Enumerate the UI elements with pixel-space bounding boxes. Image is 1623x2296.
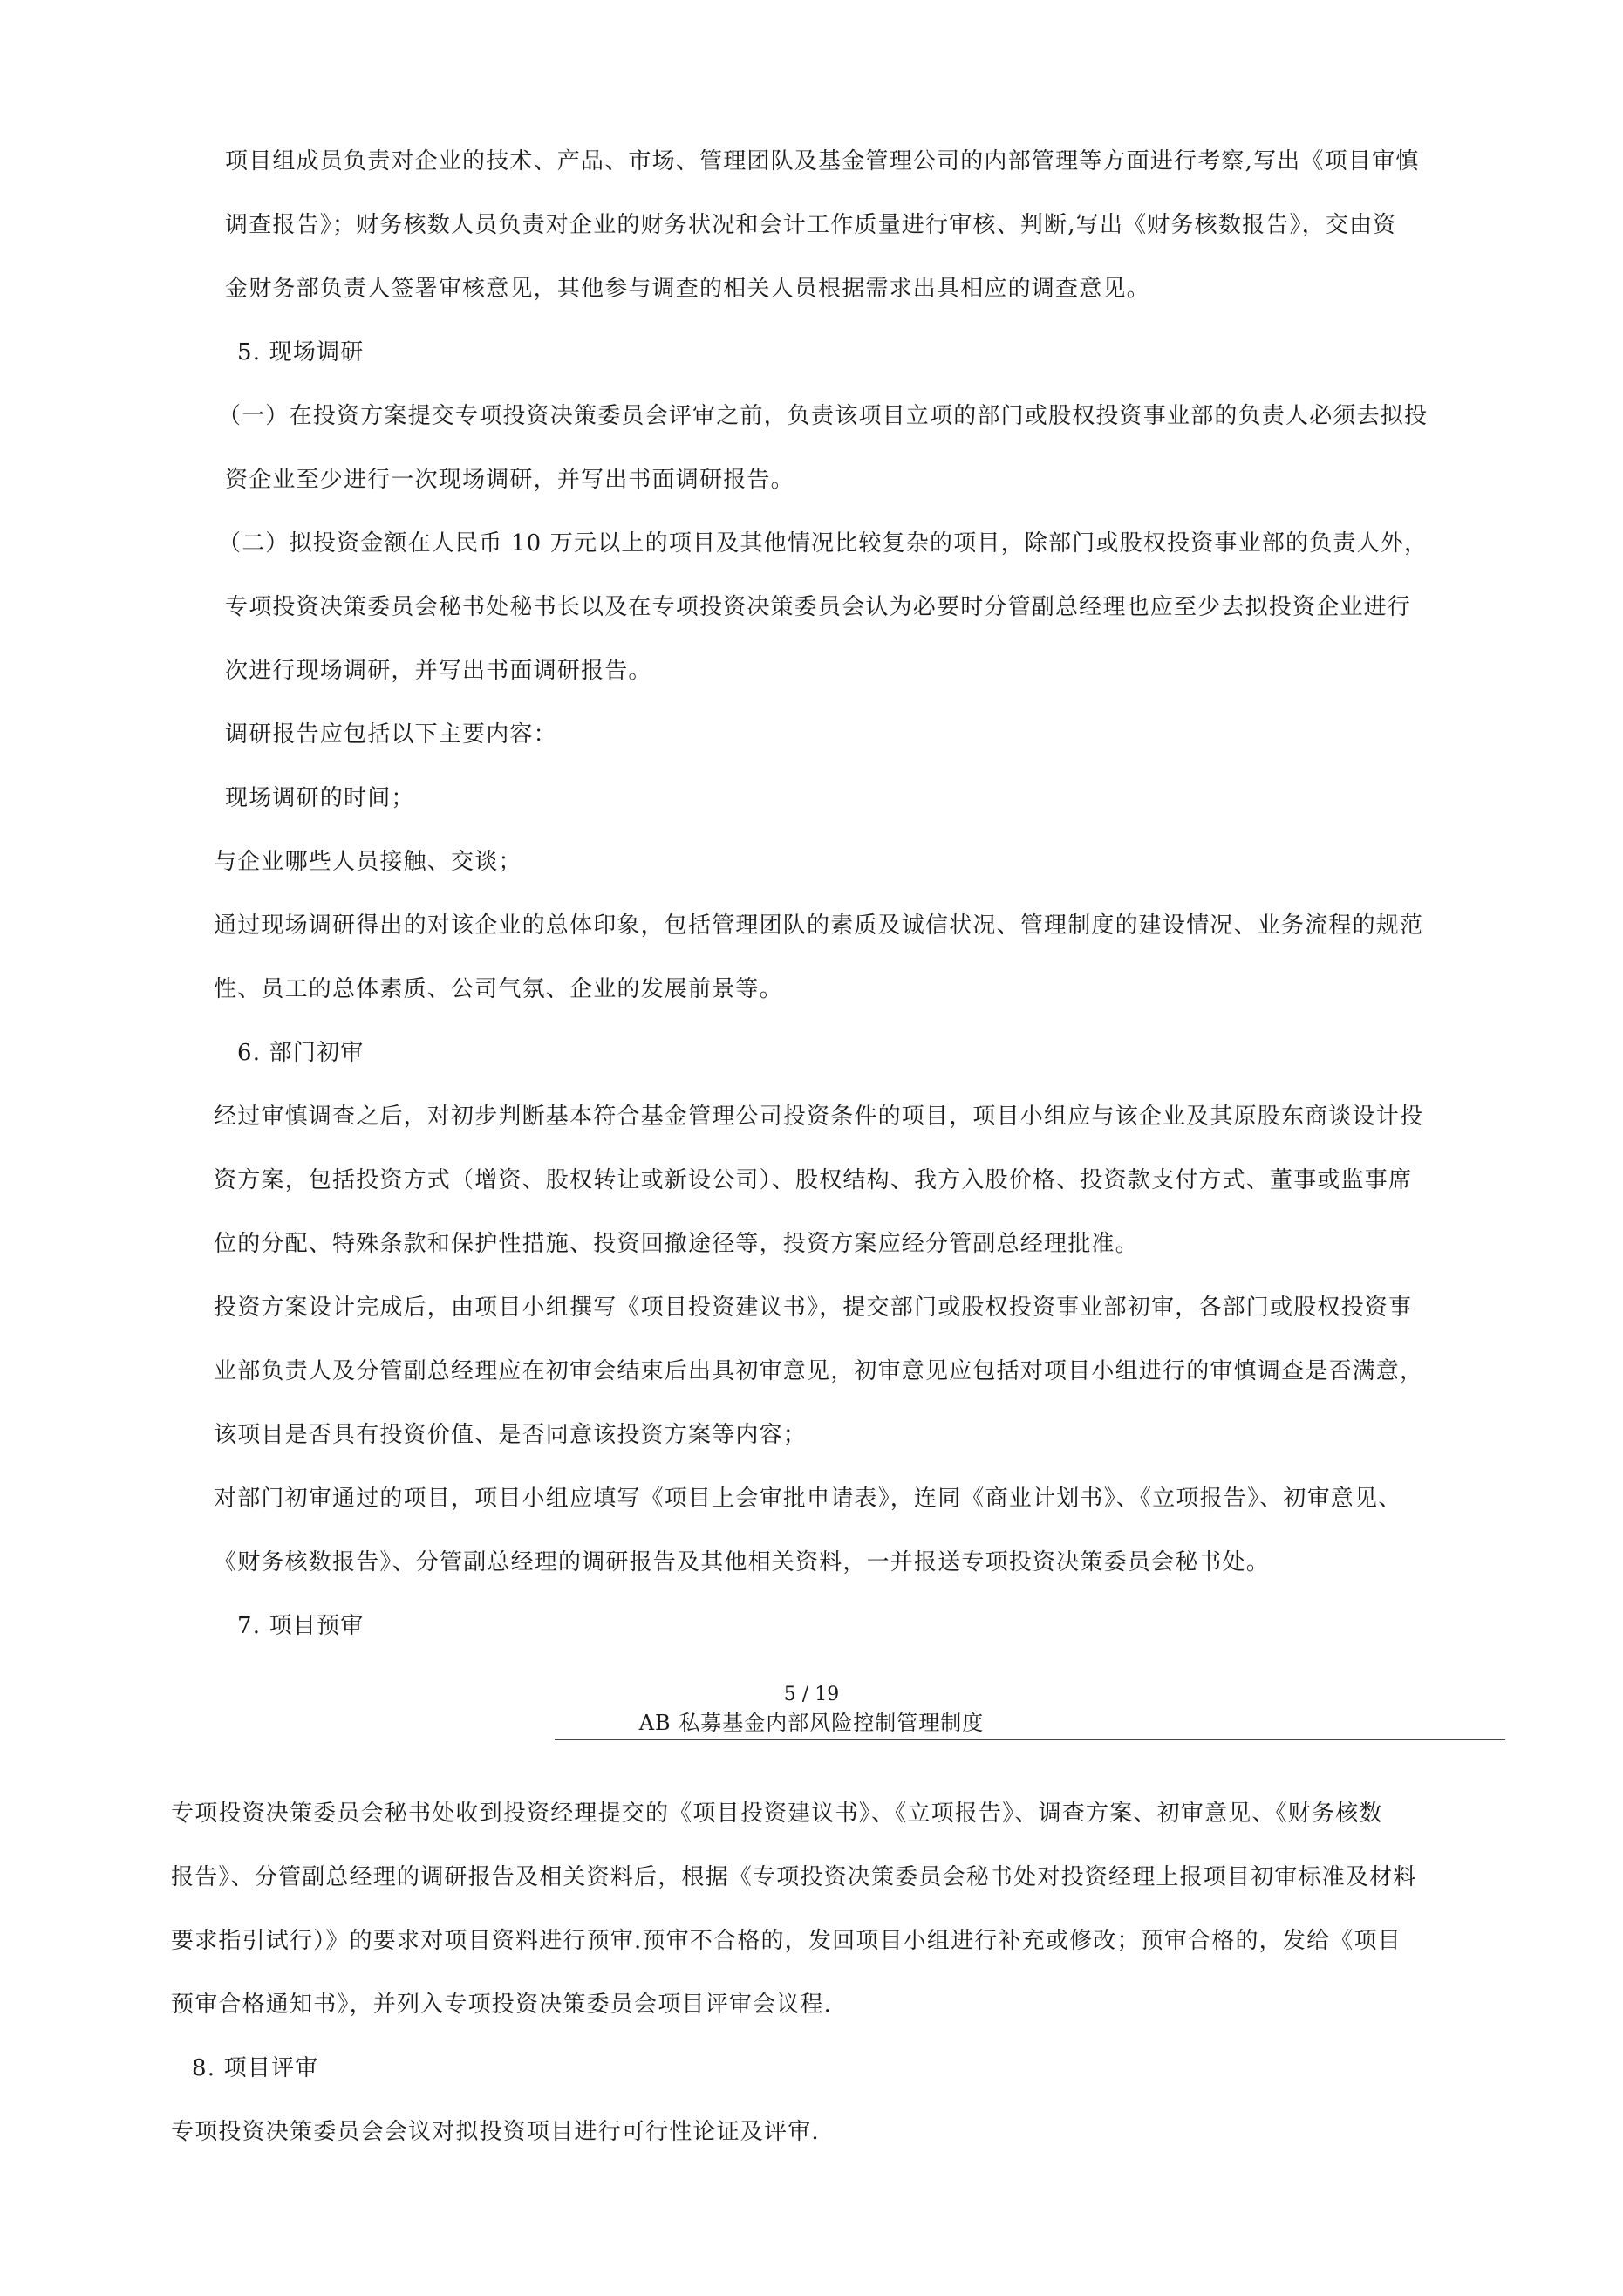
section-heading: 8. 项目评审: [192, 2055, 319, 2081]
body-line: 位的分配、特殊条款和保护性措施、投资回撤途径等，投资方案应经分管副总经理批准。: [214, 1231, 1139, 1257]
body-line: 调研报告应包括以下主要内容：: [225, 721, 557, 748]
section-heading: 7. 项目预审: [237, 1613, 365, 1639]
document-title: AB 私募基金内部风险控制管理制度: [638, 1711, 985, 1735]
body-line: 性、员工的总体素质、公司气氛、企业的发展前景等。: [214, 976, 783, 1002]
body-line: 专项投资决策委员会会议对拟投资项目进行可行性论证及评审.: [171, 2119, 820, 2145]
body-line: 报告》、分管副总经理的调研报告及相关资料后，根据《专项投资决策委员会秘书处对投资经理上报项目初审标准及材料: [171, 1864, 1417, 1890]
body-line: 资方案，包括投资方式（增资、股权转让或新设公司）、股权结构、我方入股价格、投资款支付方式、董事或监事席: [214, 1167, 1413, 1193]
body-line: 次进行现场调研，并写出书面调研报告。: [225, 658, 652, 684]
body-line: 要求指引试行）》的要求对项目资料进行预审.预审不合格的，发回项目小组进行补充或修改；预审合格的，发给《项目: [171, 1928, 1401, 1954]
body-line: 与企业哪些人员接触、交谈；: [214, 849, 522, 875]
body-line: 金财务部负责人签署审核意见，其他参与调查的相关人员根据需求出具相应的调查意见。: [225, 276, 1150, 302]
body-line: 专项投资决策委员会秘书处收到投资经理提交的《项目投资建议书》、《立项报告》、调查方案、初审意见、《财务核数: [171, 1801, 1383, 1827]
body-line: 资企业至少进行一次现场调研，并写出书面调研报告。: [225, 467, 794, 493]
body-line: 预审合格通知书》，并列入专项投资决策委员会项目评审会议程.: [171, 1992, 833, 2018]
body-line: （二）拟投资金额在人民币 10 万元以上的项目及其他情况比较复杂的项目，除部门或股权投资事业部的负责人外，: [218, 530, 1429, 557]
body-line: 专项投资决策委员会秘书处秘书长以及在专项投资决策委员会认为必要时分管副总经理也应至少去拟投资企业进行: [225, 594, 1412, 620]
body-line: 业部负责人及分管副总经理应在初审会结束后出具初审意见，初审意见应包括对项目小组进行的审慎调查是否满意，: [214, 1358, 1424, 1384]
body-line: 对部门初审通过的项目，项目小组应填写《项目上会审批申请表》，连同《商业计划书》、《立项报告》、初审意见、: [214, 1486, 1402, 1512]
section-heading: 6. 部门初审: [237, 1040, 365, 1066]
page-number: 5 / 19: [783, 1684, 840, 1705]
body-line: 该项目是否具有投资价值、是否同意该投资方案等内容；: [214, 1422, 808, 1448]
body-line: （一）在投资方案提交专项投资决策委员会评审之前，负责该项目立项的部门或股权投资事业部的负责人必须去拟投: [218, 403, 1429, 429]
body-line: 经过审慎调查之后，对初步判断基本符合基金管理公司投资条件的项目，项目小组应与该企业及其原股东商谈设计投: [214, 1104, 1424, 1130]
body-line: 投资方案设计完成后，由项目小组撰写《项目投资建议书》，提交部门或股权投资事业部初审，各部门或股权投资事: [214, 1295, 1413, 1321]
body-line: 通过现场调研得出的对该企业的总体印象，包括管理团队的素质及诚信状况、管理制度的建设情况、业务流程的规范: [214, 912, 1424, 939]
body-line: 调查报告》；财务核数人员负责对企业的财务状况和会计工作质量进行审核、判断,写出《财务核数报告》，交由资: [225, 212, 1397, 238]
body-line: 现场调研的时间；: [225, 785, 415, 811]
section-heading: 5. 现场调研: [237, 339, 365, 366]
body-line: 项目组成员负责对企业的技术、产品、市场、管理团队及基金管理公司的内部管理等方面进行考察,写出《项目审慎: [225, 148, 1420, 174]
body-line: 《财务核数报告》、分管副总经理的调研报告及其他相关资料，一并报送专项投资决策委员会秘书处。: [214, 1549, 1271, 1575]
footer-divider: [555, 1739, 1505, 1740]
